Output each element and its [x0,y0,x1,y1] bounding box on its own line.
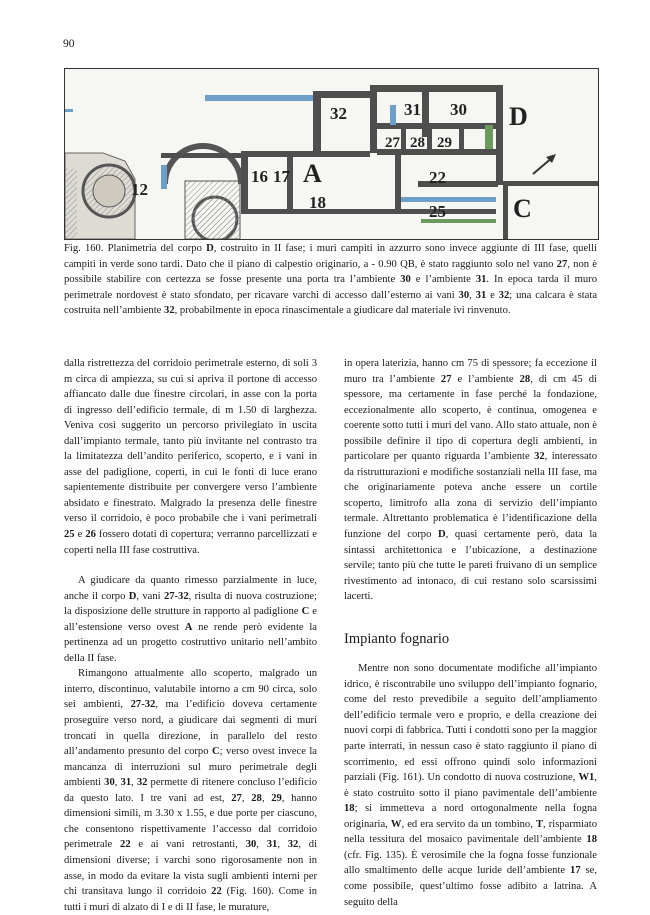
section-title: Impianto fognario [344,630,450,647]
body-paragraph: in opera laterizia, hanno cm 75 di spessore; fa eccezione il muro tra l’ambiente 27 e l’ambiente 28, di cm 45 di spessore, ma certamente in fase perché la fondazione, eccezionalmente allo scoperto, è continua, omogenea e coerente sotto tutti i muri del vano. Allo stato attuale, non è possibile definire il tipo di copertura degli ambienti, in particolare per quanto riguarda l’ambiente 32, interessato da ristrutturazioni e modifiche sostanziali nella III fase, ma che originariamente poteva anche essere un cortile scoperto, limitrofo alla zona di servizio dell’impianto termale. Altrettanto problematica è l’identificazione della funzione del corpo D, quasi certamente però, data la sintassi architettonica e l’ubicazione, a destinazione servile; tanto più che tutte le pareti fruivano di un semplice rivestimento ad intonaco, di cui restano solo scarsissimi lacerti. [344,358,597,603]
room-label-c: C [513,194,532,223]
room-label-31: 31 [404,100,421,119]
room-label-27: 27 [385,135,400,151]
room-label-29: 29 [437,135,452,151]
page-number: 90 [63,38,75,50]
room-label-17: 17 [273,167,290,186]
room-label-a: A [303,159,322,188]
figure-caption: Fig. 160. Planimetria del corpo D, costruito in II fase; i muri campiti in azzurro sono invece aggiunte di III fase, quelli campiti in verde sono tardi. Dato che il piano di calpestio originario, a - 0.90 QB, è stato raggiunto solo nel vano 27, non è possibile stabilire con certezza se fosse presente una porta tra l’ambiente 30 e l’ambiente 31. In epoca tarda il muro perimetrale nordovest è stato sfondato, per ricavare varchi di accesso dall’esterno ai vani 30, 31 e 32; una calcara è stata costruita nell’ambiente 32, probabilmente in epoca rinascimentale a giudicare dal materiale ivi rinvenuto. [64,243,598,317]
right-column [344,356,597,910]
right-column-body [344,356,597,605]
floor-plan-drawing [65,69,598,239]
room-label-d: D [509,102,528,131]
body-paragraph: Rimangono attualmente allo scoperto, malgrado un interro, discontinuo, valutabile intorno a cm 90 circa, solo sei ambienti, 27-32, ma l’edificio doveva certamente proseguire verso nord, a giudicare dai segmenti di muri troncati in quella direzione, in parallelo del resto all’andamento presunto del corpo C; verso ovest invece la mancanza di interruzioni sul muro perimetrale degli ambienti 30, 31, 32 permette di ritenere concluso l’edificio da questo lato. I tre vani ad est, 27, 28, 29, hanno dimensioni simili, m 3.30 x 1.55, e due porte per ciascuno, che consentono rispettivamente l’accesso dal corridoio perimetrale 22 e ai vani retrostanti, 30, 31, 32, di dimensioni diverse; i varchi sono rigorosamente non in asse, in modo da evitare la vista sugli ambienti interni per chi transitava lungo il corridoio 22 (Fig. 160). Come in tutti i muri di alzato di I e di II fase, le murature, [64,668,318,913]
room-label-32: 32 [330,104,347,123]
room-label-18: 18 [309,193,326,212]
floor-plan-figure [64,68,599,240]
room-label-25: 25 [429,202,446,221]
room-label-12: 12 [131,180,148,199]
room-label-22: 22 [429,168,446,187]
body-paragraph: dalla ristrettezza del corridoio perimetrale esterno, di soli 3 m circa di ampiezza, su cui si apriva il portone di accesso affiancato dalle due finestre circolari, in asse con la porta di ingresso dell’edificio termale, di m 1.50 di larghezza. Veniva così suggerito un percorso privilegiato in uscita dall’impianto termale, tanto più invitante nel contrasto tra la limitatezza dell’andito periferico, scoperto, e i vani in asse del padiglione, coperti, in cui le fonti di luce erano sapientemente distribuite per convergere verso l’ambiente absidato e finestrato. Malgrado la presenza delle finestre verso il corridoio, è poco probabile che i vani perimetrali 25 e 26 fossero dotati di copertura; verranno parcellizzati e coperti nella III fase costruttiva. [64,358,318,556]
left-column [64,356,317,915]
section-paragraph: Mentre non sono documentate modifiche all’impianto idrico, è riscontrabile uno sviluppo dell’impianto fognario, come del resto prevedibile a seguito dell’ampliamento dell’edificio termale vero e proprio, e della creazione dei nuovi corpi di fabbrica. Tutti i condotti sono per la maggior parte interrati, in nessun caso è stato raggiunto il piano di scorrimento, ed essi offrono quindi solo informazioni parziali (Fig. 161). Un condotto di nuova costruzione, W1, è stato costruito sotto il piano pavimentale dell’ambiente 18; si immetteva a nord ortogonalmente nella fogna originaria, W, ed era servito da un tombino, T, risparmiato nella tessitura del mosaico pavimentale dell’ambiente 18 (cfr. Fig. 135). È verosimile che la fogna fosse funzionale allo smaltimento delle acque luride dell’ambiente 17 se, come possibile, quest’ultimo fosse adibito a latrina. A seguito della [344,663,598,908]
body-paragraph: A giudicare da quanto rimesso parzialmente in luce, anche il corpo D, vani 27-32, risulta di nuova costruzione; la disposizione delle strutture in rapporto al padiglione C e all’estensione verso ovest A ne rende però evidente la pertinenza ad un progetto costruttivo unitario nell’ambito della II fase. [64,575,318,664]
room-label-30: 30 [450,100,467,119]
room-label-16: 16 [251,167,268,186]
room-label-28: 28 [410,135,425,151]
